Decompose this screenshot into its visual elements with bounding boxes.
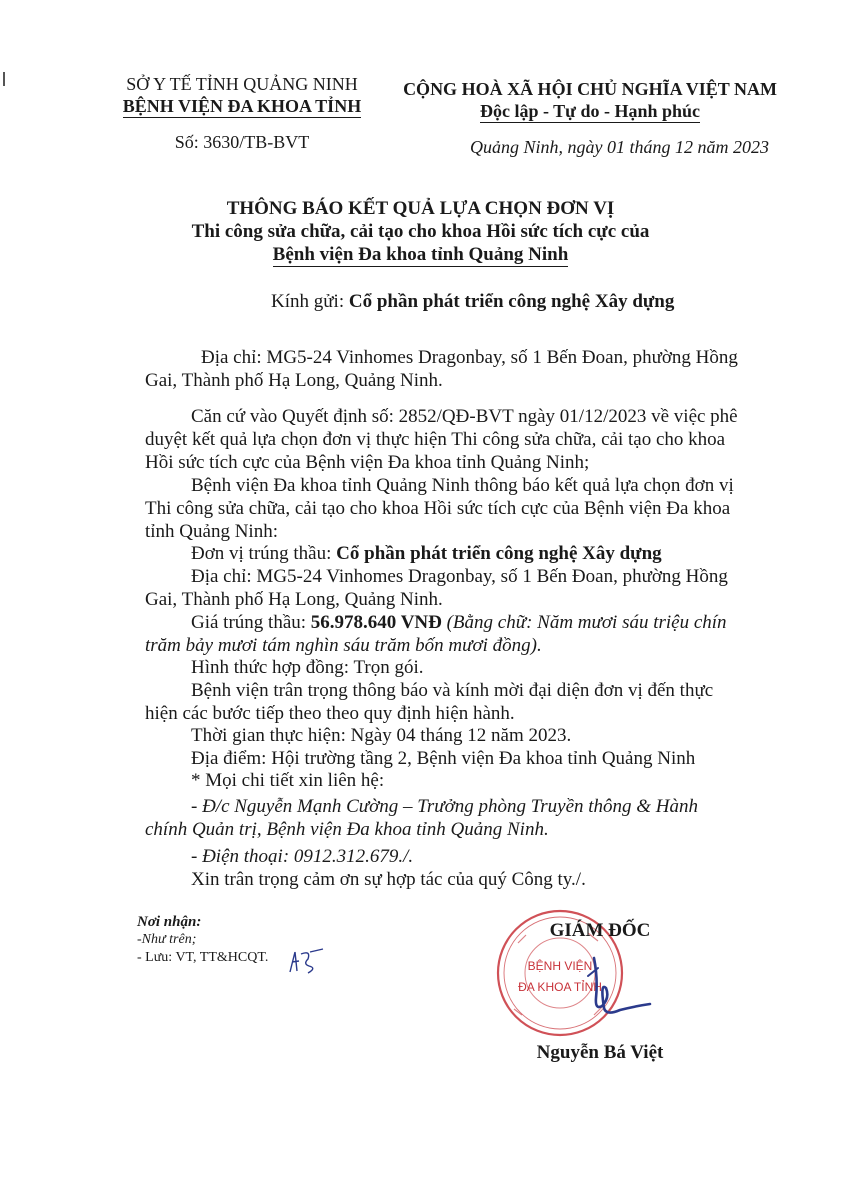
- issuer-hospital: BỆNH VIỆN ĐA KHOA TỈNH: [122, 96, 362, 116]
- basis-line-1: Căn cứ vào Quyết định số: 2852/QĐ-BVT ngày 01/12/2023 về việc phê: [191, 406, 738, 427]
- winner-line: [191, 542, 766, 565]
- price-prefix: Giá trúng thầu:: [191, 612, 311, 633]
- invite-line-2: hiện các bước tiếp theo theo quy định hiện hành.: [145, 703, 515, 724]
- national-heading: [390, 78, 790, 122]
- address-2-line-2: Gai, Thành phố Hạ Long, Quảng Ninh.: [145, 589, 443, 610]
- stamp-text-2: ĐA KHOA TỈNH: [518, 980, 602, 994]
- document-number: Số: 3630/TB-BVT: [174, 132, 310, 152]
- issuer-ministry: SỞ Y TẾ TỈNH QUẢNG NINH: [126, 74, 358, 94]
- thanks-line: Xin trân trọng cảm ơn sự hợp tác của quý Công ty./.: [191, 869, 586, 890]
- contact-line-1: - Đ/c Nguyễn Mạnh Cường – Trưởng phòng Truyền thông & Hành: [191, 796, 699, 817]
- recipients-item-2: - Lưu: VT, TT&HCQT.: [137, 950, 269, 965]
- issuer-block: [100, 73, 384, 153]
- signer-title: GIÁM ĐỐC: [549, 920, 651, 941]
- contract-type: Hình thức hợp đồng: Trọn gói.: [191, 657, 424, 678]
- initials-mark: [287, 946, 327, 978]
- basis-line-2: duyệt kết quả lựa chọn đơn vị thực hiện Thi công sửa chữa, cải tạo cho khoa: [145, 429, 726, 450]
- price-value: 56.978.640 VNĐ: [310, 612, 442, 633]
- notice-line-2: Thi công sửa chữa, cải tạo cho khoa Hồi sức tích cực của Bệnh viện Đa khoa: [145, 498, 731, 519]
- title-line-2: Thi công sửa chữa, cải tạo cho khoa Hồi sức tích cực của: [191, 221, 650, 242]
- notice-line-3: tỉnh Quảng Ninh:: [145, 521, 278, 542]
- scan-mark: [3, 72, 5, 86]
- national-title: CỘNG HOÀ XÃ HỘI CHỦ NGHĨA VIỆT NAM: [403, 79, 777, 99]
- contact-header: * Mọi chi tiết xin liên hệ:: [191, 770, 385, 791]
- price-line: [191, 611, 771, 634]
- title-line-1: THÔNG BÁO KẾT QUẢ LỰA CHỌN ĐƠN VỊ: [226, 198, 615, 219]
- contact-phone: - Điện thoại: 0912.312.679./.: [191, 846, 414, 867]
- execution-location: Địa điểm: Hội trường tầng 2, Bệnh viện Đa khoa tỉnh Quảng Ninh: [191, 748, 696, 769]
- contact-line-2: chính Quản trị, Bệnh viện Đa khoa tỉnh Quảng Ninh.: [145, 819, 549, 840]
- signer-name: Nguyễn Bá Việt: [536, 1042, 664, 1063]
- address-1-line-2: Gai, Thành phố Hạ Long, Quảng Ninh.: [145, 370, 443, 391]
- basis-line-3: Hồi sức tích cực của Bệnh viện Đa khoa tỉnh Quảng Ninh;: [145, 452, 590, 473]
- notice-line-1: Bệnh viện Đa khoa tỉnh Quảng Ninh thông báo kết quả lựa chọn đơn vị: [191, 475, 734, 496]
- address-2-line-1: Địa chỉ: MG5-24 Vinhomes Dragonbay, số 1 Bến Đoan, phường Hồng: [191, 566, 728, 587]
- recipient-line: [271, 290, 791, 313]
- winner-name: Cổ phần phát triển công nghệ Xây dựng: [336, 543, 662, 564]
- stamp-text-1: BỆNH VIỆN: [527, 959, 593, 973]
- national-motto: Độc lập - Tự do - Hạnh phúc: [479, 101, 701, 121]
- address-1-line-1: Địa chỉ: MG5-24 Vinhomes Dragonbay, số 1 Bến Đoan, phường Hồng: [201, 347, 738, 368]
- title-line-3: Bệnh viện Đa khoa tỉnh Quảng Ninh: [272, 244, 569, 265]
- handwritten-signature: [580, 948, 660, 1028]
- document-title: [0, 197, 841, 266]
- invite-line-1: Bệnh viện trân trọng thông báo và kính mời đại diện đơn vị đến thực: [191, 680, 714, 701]
- recipients-item-1: -Như trên;: [137, 932, 197, 947]
- execution-time: Thời gian thực hiện: Ngày 04 tháng 12 năm 2023.: [191, 725, 572, 746]
- price-words-1: (Bằng chữ: Năm mươi sáu triệu chín: [446, 612, 727, 633]
- recipient-name: Cổ phần phát triển công nghệ Xây dựng: [348, 291, 675, 312]
- winner-prefix: Đơn vị trúng thầu:: [191, 543, 337, 564]
- recipients-label: Nơi nhận:: [137, 914, 202, 930]
- price-words-2: trăm bảy mươi tám nghìn sáu trăm bốn mươi đồng).: [145, 635, 542, 656]
- recipients-block: [137, 913, 397, 967]
- recipient-prefix: Kính gửi:: [271, 291, 349, 312]
- document-date: Quảng Ninh, ngày 01 tháng 12 năm 2023: [470, 137, 769, 157]
